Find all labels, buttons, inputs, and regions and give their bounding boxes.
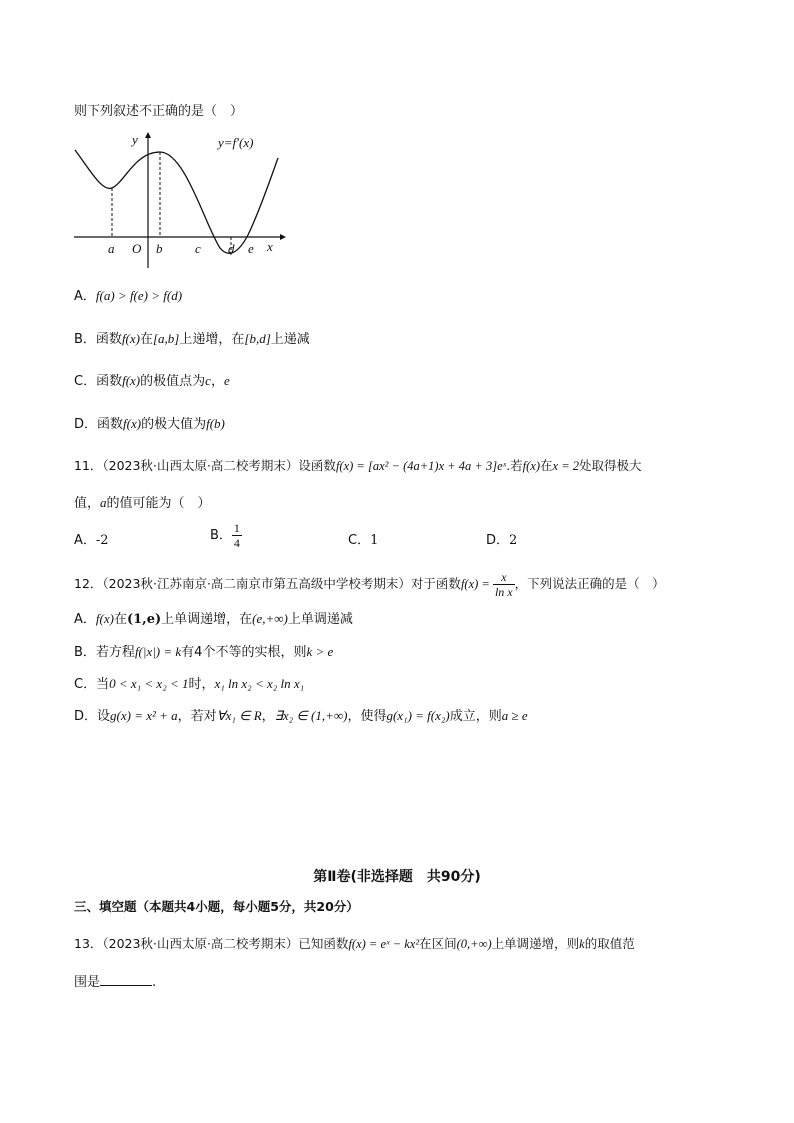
q13-stem-line2: 围是 . [74, 971, 156, 992]
q12-option-d: D．设g(x) = x² + a，若对∀x₁ ∈ R，∃x₂ ∈ (1,+∞)，使得g(x₁) = f(x₂)成立，则a ≥ e [74, 708, 528, 724]
q10-option-d: D．函数f(x)的极大值为f(b) [74, 416, 225, 432]
derivative-curve [75, 150, 278, 253]
curve-label: y=f′(x) [218, 135, 254, 150]
section-2-title: 第Ⅱ卷(非选择题 共90分) [313, 869, 481, 885]
q11-option-c: C．1 [348, 533, 379, 548]
q10-option-a: A．f(a) > f(e) > f(d) [74, 288, 183, 304]
y-axis-label: y [132, 132, 138, 147]
q12-option-b: B．若方程f(|x|) = k有4个不等的实根，则k > e [74, 644, 334, 660]
question-10-intro: 则下列叙述不正确的是（ ） [74, 104, 244, 119]
q12-option-a: A．f(x)在(1,e)上单调递增，在(e,+∞)上单调递减 [74, 611, 353, 627]
answer-blank [100, 971, 152, 986]
q11-stem-line2: 值，a的值可能为（ ） [74, 495, 211, 511]
tick-e: e [248, 241, 254, 256]
q12-fraction: $\frac{x}{\text{ln x}}$ [494, 570, 513, 599]
q13-stem-line1: 13．（2023秋·山西太原·高二校考期末）已知函数f(x) = eˣ − kx²在区间(0,+∞)上单调递增，则k的取值范 [74, 936, 635, 951]
q11-option-a: A．-2 [74, 533, 109, 548]
tick-origin: O [132, 241, 142, 256]
q11-option-d: D．2 [486, 533, 518, 548]
q11-stem-line1: 11．（2023秋·山西太原·高二校考期末）设函数f(x) = [ax² − (4a+1)x + 4a + 3]eˣ.若f(x)在x = 2处取得极大 [74, 458, 642, 473]
x-axis-label: x [267, 239, 273, 254]
derivative-graph [70, 130, 300, 270]
tick-c: c [195, 241, 201, 256]
y-axis-arrow [145, 132, 151, 138]
q12-stem: 12．（2023秋·江苏南京·高二南京市第五高级中学校考期末）对于函数f(x) = $\frac{x}{\text{ln x}}$ ，下列说法正确的是（ ） [74, 570, 665, 599]
q10-option-c: C．函数f(x)的极值点为c，e [74, 373, 230, 389]
section-3-title: 三、填空题（本题共4小题，每小题5分，共20分） [74, 899, 359, 914]
tick-b: b [156, 241, 163, 256]
q10-option-b: B．函数f(x)在[a,b]上递增，在[b,d]上递减 [74, 331, 310, 347]
x-axis-arrow [280, 234, 286, 240]
q11-option-b-fraction: $\frac{1}{4}$ [233, 521, 240, 550]
q12-option-c: C．当0 < x₁ < x₂ < 1时，x₁ ln x₂ < x₂ ln x₁ [74, 676, 305, 692]
q11-option-b: B． $\frac{1}{4}$ [210, 521, 240, 550]
tick-d: d [228, 241, 235, 256]
tick-a: a [108, 241, 115, 256]
